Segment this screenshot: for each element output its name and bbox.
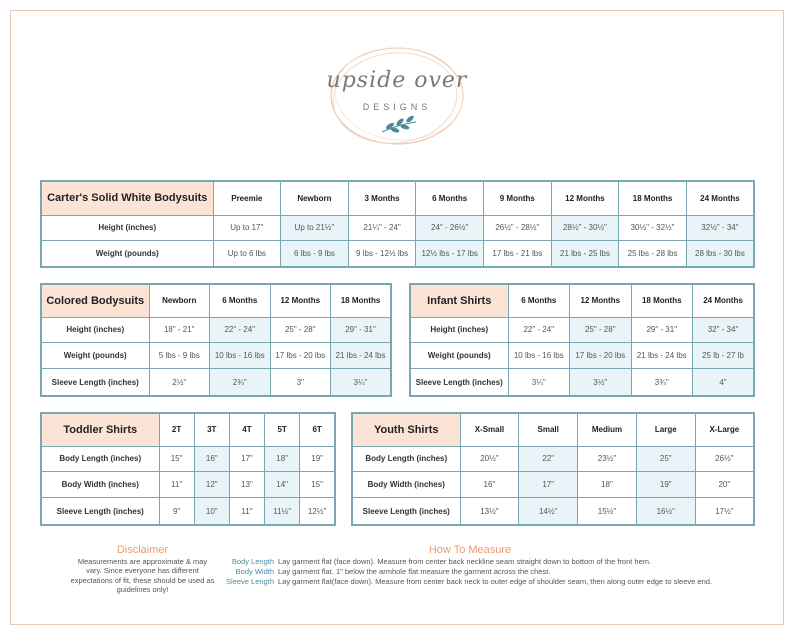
toddler-shirts-table: [40, 412, 336, 526]
table-row: [352, 472, 754, 498]
list-item: [212, 557, 732, 567]
measure-desc: Lay garment flat (face down). Measure from center back neckline seam straight down to bottom of the front hem.: [278, 557, 652, 566]
table-cell: 23½": [578, 446, 637, 472]
table-cell: 15": [159, 446, 194, 472]
row-label: Body Width (inches): [41, 472, 159, 498]
row-label: Sleeve Length (inches): [352, 498, 460, 525]
table-row: [410, 343, 754, 369]
table-cell: 25" - 28": [570, 317, 632, 343]
size-header: X-Small: [460, 413, 519, 446]
table-cell: 2½": [149, 369, 210, 396]
row-label: Body Length (inches): [41, 446, 159, 472]
table-cell: 11": [229, 498, 264, 525]
table-cell: 3¾": [631, 369, 693, 396]
row-label: Sleeve Length (inches): [41, 369, 149, 396]
table-cell: 16½": [636, 498, 695, 525]
table-cell: 20": [695, 472, 754, 498]
table-cell: 29" - 31": [331, 317, 392, 343]
table-cell: 11": [159, 472, 194, 498]
table-cell: 5 lbs - 9 lbs: [149, 343, 210, 369]
logo-swirl-icon: [322, 44, 472, 154]
table-cell: 4": [693, 369, 755, 396]
table-title: Youth Shirts: [352, 413, 460, 446]
table-row: [41, 472, 335, 498]
table-cell: 25 lb - 27 lb: [693, 343, 755, 369]
size-header: 12 Months: [570, 284, 632, 317]
table-row: [41, 240, 754, 267]
table-cell: 15": [300, 472, 335, 498]
table-cell: 21¼" - 24": [348, 215, 416, 240]
row-label: Body Width (inches): [352, 472, 460, 498]
table-cell: 19": [636, 472, 695, 498]
table-cell: 18" - 21": [149, 317, 210, 343]
brand-logo: [322, 44, 472, 154]
table-cell: 18": [265, 446, 300, 472]
table-row: [41, 369, 391, 396]
table-cell: 17 lbs - 21 lbs: [484, 240, 552, 267]
table-cell: 30½" - 32½": [619, 215, 687, 240]
table-row: [410, 369, 754, 396]
table-cell: 3¼": [331, 369, 392, 396]
table-cell: 3¼": [508, 369, 570, 396]
youth-shirts-table: [351, 412, 755, 526]
size-header: 9 Months: [484, 181, 552, 215]
table-cell: 18": [578, 472, 637, 498]
table-cell: 21 lbs - 24 lbs: [631, 343, 693, 369]
disclaimer-text: Measurements are approximate & may vary. Since everyone has different expectations of fit, these should be used as guidelines only!: [70, 557, 215, 595]
table-cell: 17": [229, 446, 264, 472]
size-header: 6 Months: [416, 181, 484, 215]
row-label: Height (inches): [41, 215, 213, 240]
table-cell: 28½" - 30½": [551, 215, 619, 240]
table-cell: 25 lbs - 28 lbs: [619, 240, 687, 267]
measure-term: Sleeve Length: [226, 576, 274, 586]
table-cell: 17½": [695, 498, 754, 525]
table-cell: 16": [460, 472, 519, 498]
table-cell: 12½": [300, 498, 335, 525]
table-cell: 22": [519, 446, 578, 472]
table-cell: 22" - 24": [508, 317, 570, 343]
size-header: 6 Months: [210, 284, 271, 317]
table-cell: 28 lbs - 30 lbs: [686, 240, 754, 267]
size-header: 18 Months: [631, 284, 693, 317]
table-row: [41, 446, 335, 472]
table-cell: 9": [159, 498, 194, 525]
size-header: 6T: [300, 413, 335, 446]
size-header: 3T: [194, 413, 229, 446]
table-cell: 2¾": [210, 369, 271, 396]
logo-sub-text: DESIGNS: [362, 102, 432, 112]
row-label: Height (inches): [41, 317, 149, 343]
row-label: Height (inches): [410, 317, 508, 343]
table-title: Infant Shirts: [410, 284, 508, 317]
table-cell: 32½" - 34": [686, 215, 754, 240]
size-header: Newborn: [281, 181, 349, 215]
leaf-branch-icon: [382, 115, 416, 133]
measure-desc: Lay garment flat(face down). Measure from center back neck to outer edge of shoulder seam, then along outer edge to sleeve end.: [278, 576, 713, 586]
table-cell: Up to 6 lbs: [213, 240, 281, 267]
measure-term: Body Width: [235, 566, 274, 576]
list-item: [212, 567, 732, 577]
list-item: [212, 577, 732, 587]
table-row: [410, 317, 754, 343]
table-row: [41, 498, 335, 525]
size-header: 5T: [265, 413, 300, 446]
size-header: Large: [636, 413, 695, 446]
table-title: Toddler Shirts: [41, 413, 159, 446]
size-header: Newborn: [149, 284, 210, 317]
table-cell: 19": [300, 446, 335, 472]
row-label: Body Length (inches): [352, 446, 460, 472]
table-cell: 25": [636, 446, 695, 472]
table-cell: 26½" - 28½": [484, 215, 552, 240]
row-label: Weight (pounds): [41, 343, 149, 369]
table-row: [41, 343, 391, 369]
size-header: X-Large: [695, 413, 754, 446]
table-cell: 15½": [578, 498, 637, 525]
table-cell: 3": [270, 369, 331, 396]
size-header: 6 Months: [508, 284, 570, 317]
table-cell: 16": [194, 446, 229, 472]
table-cell: Up to 17": [213, 215, 281, 240]
size-header: Preemie: [213, 181, 281, 215]
table-cell: 6 lbs - 9 lbs: [281, 240, 349, 267]
logo-main-text: upside over: [326, 68, 468, 93]
row-label: Weight (pounds): [410, 343, 508, 369]
table-cell: 24" - 26½": [416, 215, 484, 240]
how-to-measure-list: [212, 557, 732, 586]
table-cell: 13": [229, 472, 264, 498]
table-cell: 11½": [265, 498, 300, 525]
size-header: 18 Months: [619, 181, 687, 215]
size-header: 3 Months: [348, 181, 416, 215]
carters-bodysuits-table: [40, 180, 755, 268]
table-cell: 29" - 31": [631, 317, 693, 343]
size-header: 24 Months: [686, 181, 754, 215]
how-to-measure-title: How To Measure: [428, 544, 512, 556]
colored-bodysuits-table: [40, 283, 392, 397]
size-header: 4T: [229, 413, 264, 446]
table-row: [352, 446, 754, 472]
infant-shirts-table: [409, 283, 755, 397]
table-cell: 10 lbs - 16 lbs: [508, 343, 570, 369]
row-label: Weight (pounds): [41, 240, 213, 267]
table-cell: 17": [519, 472, 578, 498]
table-cell: 20½": [460, 446, 519, 472]
size-header: Small: [519, 413, 578, 446]
size-header: 18 Months: [331, 284, 392, 317]
size-header: 12 Months: [551, 181, 619, 215]
row-label: Sleeve Length (inches): [41, 498, 159, 525]
table-cell: 21 lbs - 24 lbs: [331, 343, 392, 369]
table-row: [41, 317, 391, 343]
table-cell: 9 lbs - 12½ lbs: [348, 240, 416, 267]
size-header: 2T: [159, 413, 194, 446]
table-cell: 12½ lbs - 17 lbs: [416, 240, 484, 267]
table-cell: Up to 21½": [281, 215, 349, 240]
table-cell: 13½": [460, 498, 519, 525]
table-cell: 3½": [570, 369, 632, 396]
table-cell: 10": [194, 498, 229, 525]
measure-term: Body Length: [231, 557, 274, 566]
row-label: Sleeve Length (inches): [410, 369, 508, 396]
table-title: Colored Bodysuits: [41, 284, 149, 317]
table-cell: 17 lbs - 20 lbs: [570, 343, 632, 369]
size-header: 24 Months: [693, 284, 755, 317]
table-row: [352, 498, 754, 525]
table-title: Carter's Solid White Bodysuits: [41, 181, 213, 215]
table-cell: 21 lbs - 25 lbs: [551, 240, 619, 267]
table-cell: 10 lbs - 16 lbs: [210, 343, 271, 369]
table-cell: 14": [265, 472, 300, 498]
measure-desc: Lay garment flat. 1" below the armhole flat measure the garment across the chest.: [278, 566, 551, 576]
table-cell: 26½": [695, 446, 754, 472]
table-cell: 17 lbs - 20 lbs: [270, 343, 331, 369]
disclaimer-title: Disclaimer: [116, 544, 169, 556]
table-cell: 14½": [519, 498, 578, 525]
table-cell: 12": [194, 472, 229, 498]
table-row: [41, 215, 754, 240]
table-cell: 32" - 34": [693, 317, 755, 343]
table-cell: 22" - 24": [210, 317, 271, 343]
size-header: 12 Months: [270, 284, 331, 317]
table-cell: 25" - 28": [270, 317, 331, 343]
size-header: Medium: [578, 413, 637, 446]
